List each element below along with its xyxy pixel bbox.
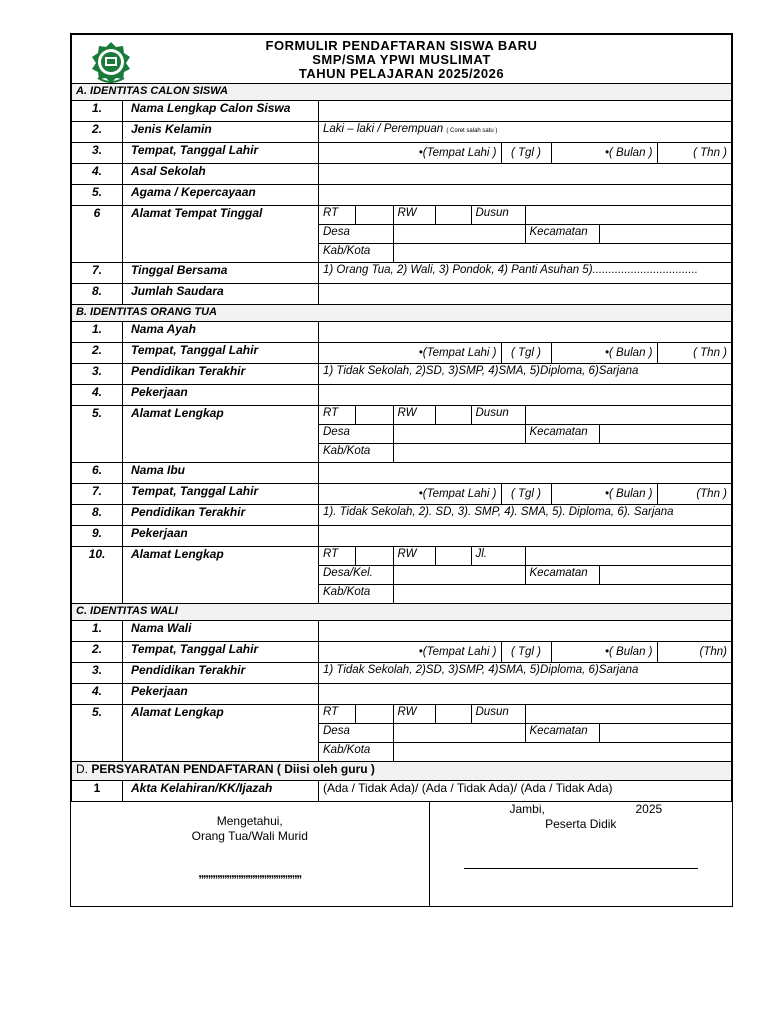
table-row: 9. Pekerjaan [72,526,732,547]
father-address-field[interactable]: RT RW Dusun Desa Kecamatan Kab/Kota [319,406,732,463]
table-row: 3. Pendidikan Terakhir 1) Tidak Sekolah, 2)SD, 3)SMP, 4)SMA, 5)Diploma, 6)Sarjana [72,663,732,684]
table-row: 5. Alamat Lengkap RT RW Dusun Desa Kecamatan Kab/Kota [72,406,732,463]
living-with-field[interactable]: 1) Orang Tua, 2) Wali, 3) Pondok, 4) Panti Asuhan 5)................................. [319,263,732,284]
guardian-job-field[interactable] [319,684,732,705]
table-row: 1. Nama Wali [72,621,732,642]
table-row: 6. Nama Ibu [72,463,732,484]
table-row: 1. Nama Ayah [72,322,732,343]
section-c-title: C. IDENTITAS WALI [72,604,732,621]
table-row: 1. Nama Lengkap Calon Siswa [72,101,732,122]
guardian-address-field[interactable]: RT RW Dusun Desa Kecamatan Kab/Kota [319,705,732,762]
table-row: 7. Tempat, Tanggal Lahir •(Tempat Lahi ) ( Tgl ) •( Bulan ) (Thn ) [72,484,732,505]
table-row: 4. Asal Sekolah [72,164,732,185]
section-c-header [72,604,732,621]
siblings-field[interactable] [319,284,732,305]
guardian-name-field[interactable] [319,621,732,642]
documents-field[interactable]: (Ada / Tidak Ada)/ (Ada / Tidak Ada)/ (Ada / Tidak Ada) [319,781,732,802]
mother-birth-field[interactable]: •(Tempat Lahi ) ( Tgl ) •( Bulan ) (Thn ) [319,484,732,505]
table-row: 3. Pendidikan Terakhir 1) Tidak Sekolah, 2)SD, 3)SMP, 4)SMA, 5)Diploma, 6)Sarjana [72,364,732,385]
school-logo-icon [80,40,142,84]
father-education-field[interactable]: 1) Tidak Sekolah, 2)SD, 3)SMP, 4)SMA, 5)Diploma, 6)Sarjana [319,364,732,385]
signature-year: 2025 [635,802,663,816]
table-row: 3. Tempat, Tanggal Lahir •(Tempat Lahi ) ( Tgl ) •( Bulan ) ( Thn ) [72,143,732,164]
table-row: 4. Pekerjaan [72,684,732,705]
table-row: 10. Alamat Lengkap RT RW Jl. Desa/Kel. Kecamatan Kab/Kota [72,547,732,604]
gender-field[interactable]: Laki – laki / Perempuan ( Coret salah satu ) [319,122,732,143]
student-address-field[interactable]: RT RW Dusun Desa Kecamatan Kab/Kota [319,206,732,263]
father-birth-field[interactable]: •(Tempat Lahi ) ( Tgl ) •( Bulan ) ( Thn ) [319,343,732,364]
table-row: 1 Akta Kelahiran/KK/Ijazah (Ada / Tidak Ada)/ (Ada / Tidak Ada)/ (Ada / Tidak Ada) [72,781,732,802]
title-line-2: SMP/SMA YPWI MUSLIMAT [312,52,491,67]
table-row: 5. Alamat Lengkap RT RW Dusun Desa Kecamatan Kab/Kota [72,705,732,762]
mother-job-field[interactable] [319,526,732,547]
mother-education-field[interactable]: 1). Tidak Sekolah, 2). SD, 3). SMP, 4). SMA, 5). Diploma, 6). Sarjana [319,505,732,526]
registration-form [70,33,733,907]
mother-address-field[interactable]: RT RW Jl. Desa/Kel. Kecamatan Kab/Kota [319,547,732,604]
signature-block [71,802,732,906]
student-birth-field[interactable]: •(Tempat Lahi ) ( Tgl ) •( Bulan ) ( Thn ) [319,143,732,164]
student-signature-line[interactable] [464,868,698,869]
title-line-3: TAHUN PELAJARAN 2025/2026 [298,66,505,81]
father-job-field[interactable] [319,385,732,406]
section-a-header [72,84,732,101]
table-row: 8. Pendidikan Terakhir 1). Tidak Sekolah, 2). SD, 3). SMP, 4). SMA, 5). Diploma, 6). Sarjana [72,505,732,526]
student-name-field[interactable] [319,101,732,122]
guardian-birth-field[interactable]: •(Tempat Lahi ) ( Tgl ) •( Bulan ) (Thn) [319,642,732,663]
table-row: 8. Jumlah Saudara [72,284,732,305]
form-title [76,35,727,81]
father-name-field[interactable] [319,322,732,343]
table-row: 7. Tinggal Bersama 1) Orang Tua, 2) Wali, 3) Pondok, 4) Panti Asuhan 5)................................. [72,263,732,284]
section-b-header [72,305,732,322]
origin-school-field[interactable] [319,164,732,185]
section-a-title: A. IDENTITAS CALON SISWA [72,84,732,101]
signature-place: Jambi, [509,802,545,816]
section-d-title: D. PERSYARATAN PENDAFTARAN ( Diisi oleh guru ) [72,762,732,781]
religion-field[interactable] [319,185,732,206]
title-line-1: FORMULIR PENDAFTARAN SISWA BARU [265,38,538,53]
table-row: 2. Tempat, Tanggal Lahir •(Tempat Lahi ) ( Tgl ) •( Bulan ) ( Thn ) [72,343,732,364]
section-d-header [72,762,732,781]
table-row: 6 Alamat Tempat Tinggal RT RW Dusun Desa Kecamatan Kab/Kota [72,206,732,263]
table-row: 2. Jenis Kelamin Laki – laki / Perempuan ( Coret salah satu ) [72,122,732,143]
table-row: 5. Agama / Kepercayaan [72,185,732,206]
parent-signature-line[interactable]: ,,,,,,,,,,,,,,,,,,,,,,,,,,,,,,,,,,,,,,,,,,,, [198,866,302,880]
section-b-title: B. IDENTITAS ORANG TUA [72,305,732,322]
parent-signature: Mengetahui, Orang Tua/Wali Murid ,,,,,,,,,,,,,,,,,,,,,,,,,,,,,,,,,,,,,,,,,,,, [71,802,429,906]
mother-name-field[interactable] [319,463,732,484]
form-header [72,35,732,84]
guardian-education-field[interactable]: 1) Tidak Sekolah, 2)SD, 3)SMP, 4)SMA, 5)Diploma, 6)Sarjana [319,663,732,684]
student-signature: Jambi, 2025 Peserta Didik [429,802,732,906]
table-row: 4. Pekerjaan [72,385,732,406]
table-row: 2. Tempat, Tanggal Lahir •(Tempat Lahi ) ( Tgl ) •( Bulan ) (Thn) [72,642,732,663]
